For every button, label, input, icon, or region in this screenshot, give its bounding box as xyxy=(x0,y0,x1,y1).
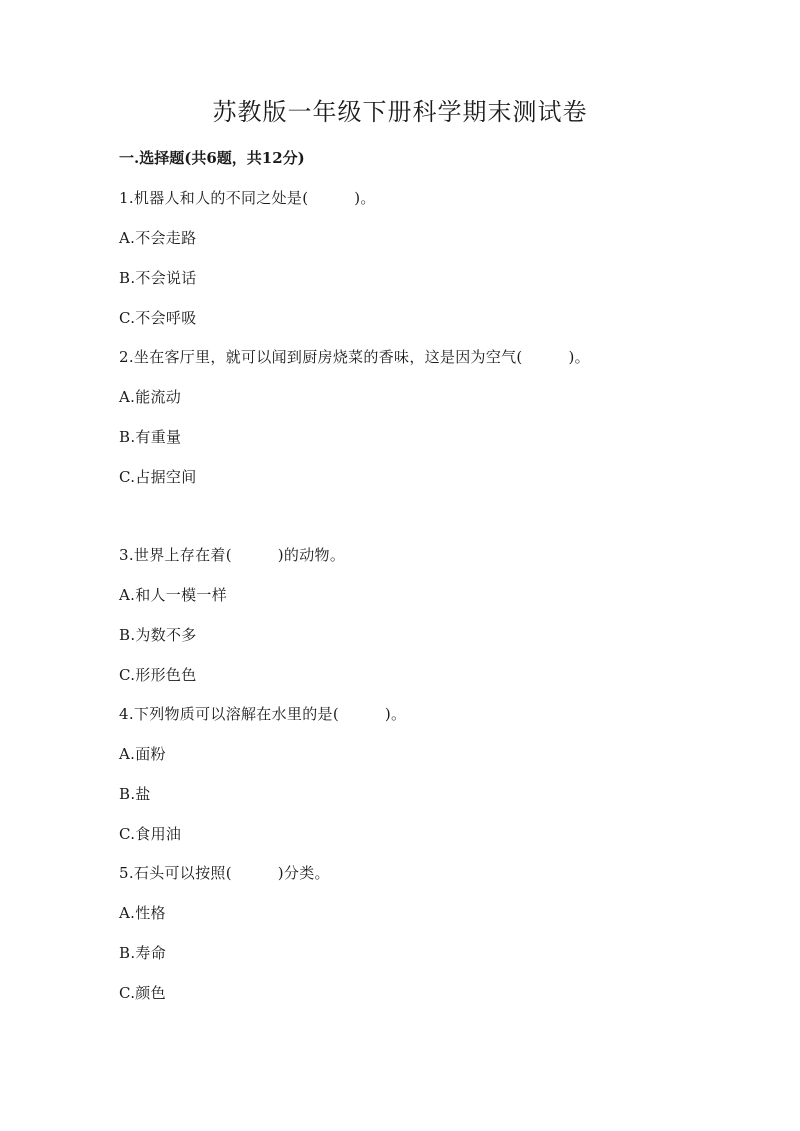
question-2-stem: 2.坐在客厅里，就可以闻到厨房烧菜的香味，这是因为空气( )。 xyxy=(119,348,590,366)
question-3-option-a: A.和人一模一样 xyxy=(119,586,228,604)
question-2-option-c: C.占据空间 xyxy=(119,468,197,486)
page-title: 苏教版一年级下册科学期末测试卷 xyxy=(212,98,588,126)
question-3-option-c: C.形形色色 xyxy=(119,666,197,684)
question-4-option-a: A.面粉 xyxy=(119,745,166,763)
question-5-option-b: B.寿命 xyxy=(119,944,166,962)
question-4-stem: 4.下列物质可以溶解在水里的是( )。 xyxy=(119,705,407,723)
question-4-option-c: C.食用油 xyxy=(119,825,182,843)
question-3-stem: 3.世界上存在着( )的动物。 xyxy=(119,546,346,564)
question-2-option-b: B.有重量 xyxy=(119,428,182,446)
question-2-option-a: A.能流动 xyxy=(119,388,182,406)
question-1-option-c: C.不会呼吸 xyxy=(119,309,197,327)
question-5-option-a: A.性格 xyxy=(119,904,166,922)
question-5-option-c: C.颜色 xyxy=(119,984,166,1002)
question-1-option-b: B.不会说话 xyxy=(119,269,197,287)
section-heading: 一.选择题(共6题，共12分) xyxy=(119,149,305,167)
question-3-option-b: B.为数不多 xyxy=(119,626,197,644)
question-5-stem: 5.石头可以按照( )分类。 xyxy=(119,864,330,882)
question-1-option-a: A.不会走路 xyxy=(119,229,197,247)
question-1-stem: 1.机器人和人的不同之处是( )。 xyxy=(119,189,376,207)
question-4-option-b: B.盐 xyxy=(119,785,151,803)
